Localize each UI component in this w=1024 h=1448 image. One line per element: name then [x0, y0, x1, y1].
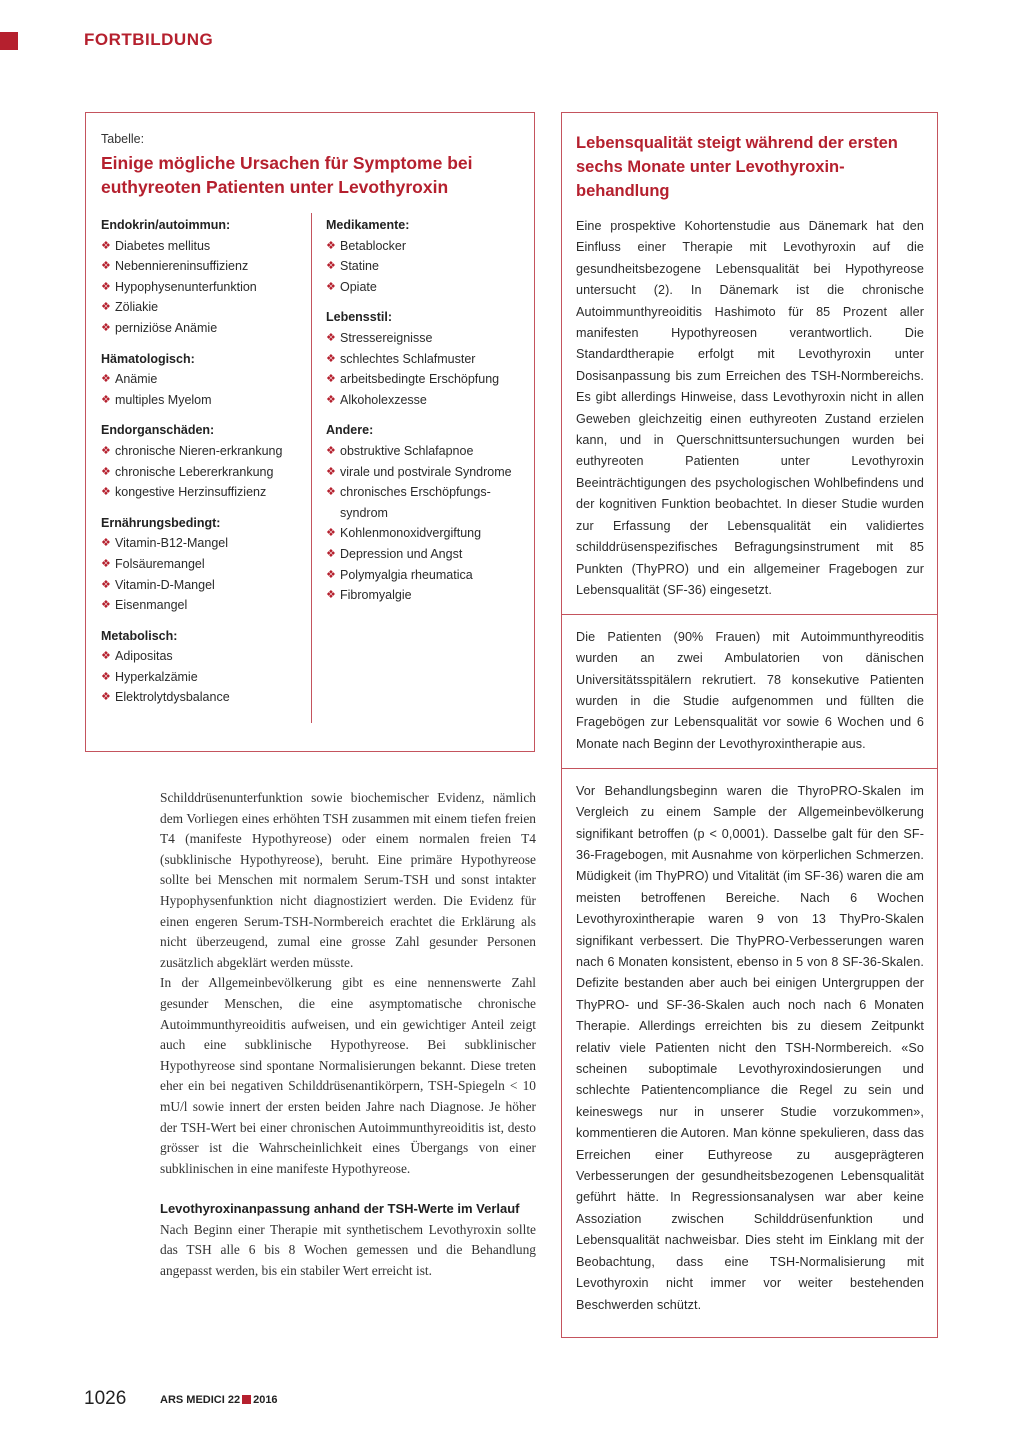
sidebar-body: [576, 216, 924, 1328]
table-list-item: [101, 646, 301, 667]
table-category: [101, 215, 301, 339]
table-list-item: [326, 369, 526, 390]
article-paragraph: In der Allgemeinbevölkerung gibt es eine nennenswerte Zahl gesunder Menschen, die eine asymptomatische chronische Autoimmunthyreoiditis aufweisen, und ein gewichtiger Anteil zeigt auch eine subklinische Hypothyreose. Bei subklinischer Hypothyreose sind spontane Normalisierungen bekannt. Diese treten eher ein bei negativen Schilddrüsenantikörpern, TSH-Spiegeln < 10 mU/l sowie innert der ersten beiden Jahre nach Diagnose. Je höher der TSH-Wert bei einer chronischen Autoimmunthyreoiditis ist, desto grösser ist die Wahrscheinlichkeit eines Übergangs von einer subklinischen in eine manifeste Hypothyreose.: [160, 975, 536, 1176]
footer-square-icon: [242, 1395, 251, 1404]
table-list-item: [326, 349, 526, 370]
table-category-list: [326, 441, 526, 606]
table-list-item: [326, 256, 526, 277]
table-list-item-text: schlechtes Schlafmuster: [340, 351, 476, 366]
diamond-bullet-icon: ❖: [326, 373, 336, 386]
table-category-list: [326, 328, 526, 410]
footer-publication: [160, 1394, 278, 1406]
diamond-bullet-icon: ❖: [101, 650, 111, 663]
table-list-item: [101, 533, 301, 554]
table-list-item-text: Vitamin-B12-Mangel: [115, 536, 229, 551]
table-column-right: [326, 215, 526, 606]
diamond-bullet-icon: ❖: [326, 568, 336, 581]
table-category: [101, 420, 301, 502]
diamond-bullet-icon: ❖: [101, 670, 111, 683]
table-list-item-text: Betablocker: [340, 238, 407, 253]
table-category-title: Metabolisch:: [101, 628, 178, 643]
causes-table: [85, 112, 535, 752]
article-paragraph: Nach Beginn einer Therapie mit synthetischem Levothyroxin sollte das TSH alle 6 bis 8 Wochen gemessen und die Behandlung angepasst werden, bis ein stabiler Wert erreicht ist.: [160, 1221, 536, 1279]
table-list-item: [326, 523, 526, 544]
table-list-item: [101, 297, 301, 318]
sidebar-paragraph: Eine prospektive Kohortenstudie aus Dänemark hat den Einfluss einer Therapie mit Levothyroxin auf die gesundheitsbezogene Lebensqualität bei Hypothyreose untersucht (2). In Dänemark ist die chronische Autoimmunthyreoiditis Hashimoto für 85 Prozent aller manifesten Hypothyreosen verantwortlich. Die Standardtherapie erfolgt mit Levothyroxin unter Dosisanpassung bis zum Erreichen des TSH-Normbereichs. Es gibt allerdings Hinweise, dass Levothyroxin nicht in allen Geweben gleichzeitig einen euthyreoten Zustand erzielen kann, und in Querschnittsuntersuchungen wurden bei euthyreoten Patienten unter Levothyroxin Beeinträchtigungen des psychologischen Wohlbefindens und der kognitiven Funktion beobachtet. In dieser Studie wurden zur Erfassung der Lebensqualität ein validiertes schilddrüsenspezifisches Befragungsinstrument mit 85 Punkten (ThyPRO) und ein allgemeiner Fragebogen zur Lebensqualität (SF-36) eingesetzt.: [576, 219, 924, 597]
table-category-title: Hämatologisch:: [101, 351, 195, 366]
table-list-item: [101, 318, 301, 339]
table-category: [326, 215, 526, 297]
diamond-bullet-icon: ❖: [326, 589, 336, 602]
study-sidebar: [561, 112, 938, 1338]
diamond-bullet-icon: ❖: [101, 239, 111, 252]
diamond-bullet-icon: ❖: [101, 537, 111, 550]
table-category: [101, 349, 301, 411]
diamond-bullet-icon: ❖: [101, 578, 111, 591]
table-list-item: [326, 236, 526, 257]
table-category-title: Medikamente:: [326, 218, 410, 232]
table-list-item: [326, 544, 526, 565]
table-list-item: [101, 441, 301, 462]
table-list-item-text: Elektrolytdysbalance: [115, 690, 230, 705]
table-category-list: [101, 646, 301, 708]
article-paragraph: Schilddrüsenunterfunktion sowie biochemischer Evidenz, nämlich dem Vorliegen eines erhöhten TSH zusammen mit einem tiefen freien T4 (manifeste Hypothyreose) oder einem normalen freien T4 (subklinische Hypothyreose), beruht. Eine primäre Hypothyreose sollte bei Menschen mit normalem Serum-TSH und sonst intakter Hypophysenfunktion nicht diagnostiziert werden. Die Evidenz für einen engeren Serum-TSH-Normbereich erachtet die Erklärung als nicht überzeugend, zumal eine grosse Zahl gesunder Personen zusätzlich abgeklärt werden müsste.: [160, 790, 536, 970]
table-category-list: [101, 533, 301, 615]
diamond-bullet-icon: ❖: [326, 465, 336, 478]
diamond-bullet-icon: ❖: [101, 465, 111, 478]
table-list-item: [326, 585, 526, 606]
table-list-item: [101, 369, 301, 390]
diamond-bullet-icon: ❖: [326, 260, 336, 273]
table-list-item-text: Fibromyalgie: [340, 588, 412, 603]
diamond-bullet-icon: ❖: [326, 280, 336, 293]
diamond-bullet-icon: ❖: [326, 352, 336, 365]
diamond-bullet-icon: ❖: [101, 444, 111, 457]
table-category: [101, 513, 301, 616]
table-category: [101, 626, 301, 708]
table-list-item-text: Folsäuremangel: [115, 556, 205, 571]
table-list-item-text: Hypophysenunterfunktion: [115, 279, 257, 294]
diamond-bullet-icon: ❖: [101, 557, 111, 570]
table-list-item-text: Adipositas: [115, 649, 173, 664]
table-category-title: Lebensstil:: [326, 310, 392, 325]
table-list-item: [326, 482, 526, 523]
table-list-item-text: Statine: [340, 259, 379, 274]
sidebar-paragraph: Vor Behandlungsbeginn waren die ThyroPRO-Skalen im Vergleich zu einem Sample der Allgemeinbevölkerung signifikant betroffen (p < 0,0001). Dasselbe galt für den SF-36-Fragebogen, mit Ausnahme von körperlichen Schmerzen. Müdigkeit (im ThyPRO) und Vitalität (im SF-36) waren die am meisten betroffenen Bereiche. Nach 6 Wochen Levothyroxintherapie waren 9 von 13 ThyPro-Skalen signifikant verbessert. Die ThyPRO-Verbesserungen waren nach 6 Monaten konsistent, ebenso in 5 von 8 SF-36-Skalen. Defizite bestanden aber auch bei einigen Untergruppen der ThyPRO- und SF-36-Skalen auch noch nach 6 Monaten Therapie. Allerdings erreichten bis zu diesem Zeitpunkt relativ viele Patienten nicht den TSH-Normbereich. «So scheinen suboptimale Levothyroxindosierungen und schlechte Patientencompliance die Regel zu sein und keineswegs nur in unserer Studie vorzukommen», kommentieren die Autoren. Man könne spekulieren, dass das Erreichen einer Euthyreose zu ausgeprägteren Verbesserungen der gesundheitsbezogenen Lebensqualität geführt hätte. In Regressionsanalysen war aber keine Assoziation zwischen Schilddrüsenfunktion und Lebensqualität nachweisbar. Dies steht im Einklang mit der Beobachtung, dass eine TSH-Normalisierung mit Levothyroxin nicht immer vor weiter bestehenden Beschwerden schützt.: [576, 783, 924, 1312]
table-list-item-text: chronisches Erschöpfungs-syndrom: [340, 485, 491, 520]
article-subheading: Levothyroxinanpassung anhand der TSH-Werte im Verlauf: [160, 1201, 520, 1217]
sidebar-divider: [562, 768, 938, 769]
diamond-bullet-icon: ❖: [326, 393, 336, 406]
sidebar-divider: [562, 614, 938, 615]
table-list-item-text: perniziöse Anämie: [115, 320, 218, 335]
page-number: 1026: [84, 1388, 127, 1409]
table-list-item-text: Depression und Angst: [340, 546, 463, 561]
sidebar-title: Lebensqualität steigt während der ersten sechs Monate unter Levothyroxin-behandlung: [576, 134, 898, 200]
table-list-item-text: virale und postvirale Syndrome: [340, 464, 512, 479]
table-list-item-text: arbeitsbedingte Erschöpfung: [340, 372, 500, 387]
table-column-left: [101, 215, 301, 708]
table-list-item: [101, 236, 301, 257]
table-caption: Tabelle:: [101, 132, 145, 146]
table-list-item-text: kongestive Herzinsuffizienz: [115, 485, 267, 500]
sidebar-paragraph: Die Patienten (90% Frauen) mit Autoimmunthyreoditis wurden an zwei Ambulatorien von dänischen Universitätsspitälern rekrutiert. 78 konsekutive Patienten wurden in die Studie aufgenommen und füllten die Fragebögen zur Lebensqualität vor sowie 6 Wochen und 6 Monate nach Beginn der Levothyroxintherapie aus.: [576, 629, 924, 751]
table-list-item: [101, 554, 301, 575]
section-label: FORTBILDUNG: [84, 30, 214, 49]
table-category-list: [101, 369, 301, 410]
table-list-item: [101, 687, 301, 708]
diamond-bullet-icon: ❖: [326, 239, 336, 252]
table-list-item-text: Alkoholexzesse: [340, 392, 427, 407]
diamond-bullet-icon: ❖: [326, 444, 336, 457]
article-body: [160, 788, 536, 1282]
diamond-bullet-icon: ❖: [101, 301, 111, 314]
table-category-title: Ernährungsbedingt:: [101, 515, 221, 530]
table-list-item: [101, 256, 301, 277]
table-list-item: [326, 441, 526, 462]
diamond-bullet-icon: ❖: [101, 373, 111, 386]
diamond-bullet-icon: ❖: [101, 393, 111, 406]
table-list-item: [326, 462, 526, 483]
table-list-item-text: Vitamin-D-Mangel: [115, 577, 215, 592]
table-category-title: Endorganschäden:: [101, 423, 215, 438]
diamond-bullet-icon: ❖: [101, 486, 111, 499]
diamond-bullet-icon: ❖: [326, 331, 336, 344]
table-list-item-text: Kohlenmonoxidvergiftung: [340, 526, 482, 541]
table-list-item: [326, 277, 526, 298]
diamond-bullet-icon: ❖: [101, 280, 111, 293]
table-list-item: [101, 462, 301, 483]
table-list-item: [101, 667, 301, 688]
table-category-list: [101, 441, 301, 503]
diamond-bullet-icon: ❖: [326, 527, 336, 540]
table-category: [326, 307, 526, 410]
diamond-bullet-icon: ❖: [101, 599, 111, 612]
diamond-bullet-icon: ❖: [101, 260, 111, 273]
diamond-bullet-icon: ❖: [101, 321, 111, 334]
table-list-item: [101, 277, 301, 298]
table-list-item-text: chronische Lebererkrankung: [115, 464, 274, 479]
table-list-item: [101, 595, 301, 616]
diamond-bullet-icon: ❖: [326, 486, 336, 499]
table-list-item: [101, 390, 301, 411]
publication-year: 2016: [253, 1394, 278, 1406]
table-list-item-text: obstruktive Schlafapnoe: [340, 443, 474, 458]
table-list-item-text: Opiate: [340, 279, 377, 294]
table-category: [326, 420, 526, 605]
table-list-item-text: multiples Myelom: [115, 392, 212, 407]
table-list-item-text: Eisenmangel: [115, 598, 188, 613]
table-list-item: [326, 328, 526, 349]
table-list-item-text: chronische Nieren-erkrankung: [115, 443, 283, 458]
table-list-item: [101, 482, 301, 503]
table-list-item: [326, 390, 526, 411]
table-list-item: [101, 575, 301, 596]
table-category-list: [326, 236, 526, 298]
table-list-item-text: Anämie: [115, 372, 158, 387]
table-divider: [311, 213, 312, 723]
section-marker: [0, 32, 18, 50]
table-category-list: [101, 236, 301, 339]
diamond-bullet-icon: ❖: [101, 691, 111, 704]
table-list-item-text: Zöliakie: [115, 300, 159, 315]
table-category-title: Andere:: [326, 423, 374, 438]
table-list-item-text: Nebenniereninsuffizienz: [115, 259, 249, 274]
table-title: Einige mögliche Ursachen für Symptome bei euthyreoten Patienten unter Levothyroxin: [101, 153, 473, 197]
table-category-title: Endokrin/autoimmun:: [101, 218, 231, 232]
table-list-item-text: Hyperkalzämie: [115, 669, 198, 684]
table-list-item-text: Stressereignisse: [340, 330, 433, 345]
table-list-item: [326, 565, 526, 586]
table-list-item-text: Diabetes mellitus: [115, 238, 211, 253]
publication-name: ARS MEDICI 22: [160, 1394, 241, 1406]
diamond-bullet-icon: ❖: [326, 547, 336, 560]
table-list-item-text: Polymyalgia rheumatica: [340, 567, 473, 582]
